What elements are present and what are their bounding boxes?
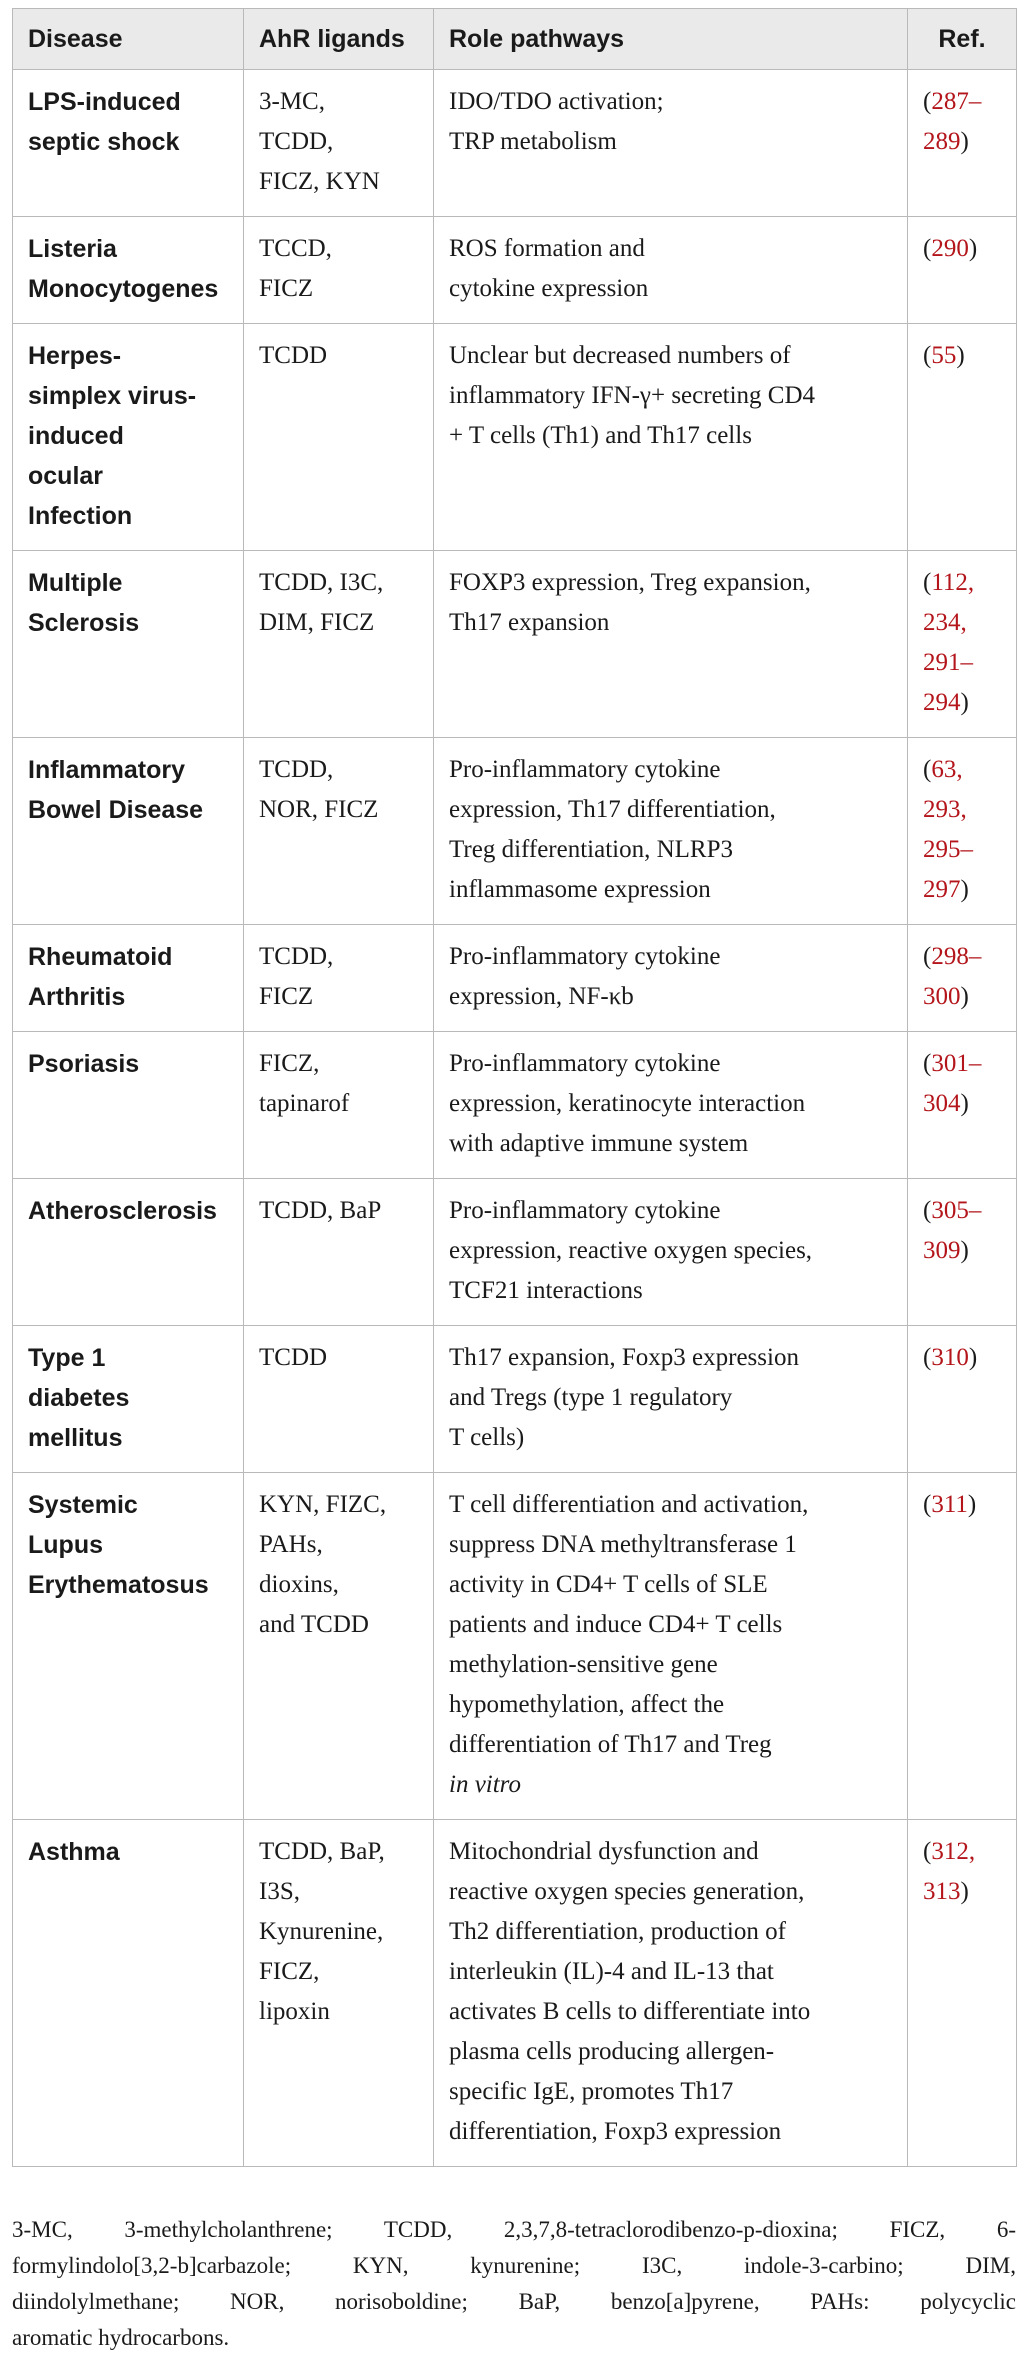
ligand-line: tapinarof xyxy=(259,1090,350,1117)
ligand-line: TCDD xyxy=(259,1344,328,1371)
disease-line: Systemic xyxy=(28,1491,138,1519)
pathway-line: Pro-inflammatory cytokine xyxy=(449,1050,721,1077)
disease-cell xyxy=(13,925,244,1032)
ref-line: 309) xyxy=(923,1237,969,1264)
ligand-line: TCDD xyxy=(259,342,328,369)
disease-line: Herpes- xyxy=(28,342,122,370)
table-row xyxy=(13,1473,1017,1820)
ligand-line: Kynurenine, xyxy=(259,1918,384,1945)
ligand-line: I3S, xyxy=(259,1878,300,1905)
table-row xyxy=(13,217,1017,324)
ref-line: 300) xyxy=(923,983,969,1010)
ref-line: 304) xyxy=(923,1090,969,1117)
pathway-line: activity in CD4+ T cells of SLE xyxy=(449,1571,768,1598)
pathway-line: T cell differentiation and activation, xyxy=(449,1491,809,1518)
footnote-line: aromatic hydrocarbons. xyxy=(12,2325,230,2350)
ligand-line: TCDD, xyxy=(259,756,334,783)
ref-line: (55) xyxy=(923,342,965,369)
pathway-line: expression, NF-κb xyxy=(449,983,634,1010)
ligand-line: TCDD, BaP xyxy=(259,1197,382,1224)
ligands-cell xyxy=(244,925,434,1032)
ligand-line: DIM, FICZ xyxy=(259,609,375,636)
disease-line: Psoriasis xyxy=(28,1050,140,1078)
header-disease: Disease xyxy=(13,9,244,70)
disease-line: LPS-induced xyxy=(28,88,181,116)
disease-cell xyxy=(13,1820,244,2167)
disease-line: Multiple xyxy=(28,569,123,597)
ligand-line: FICZ xyxy=(259,275,314,302)
pathways-cell xyxy=(434,1032,908,1179)
pathway-line: reactive oxygen species generation, xyxy=(449,1878,805,1905)
pathway-line: Pro-inflammatory cytokine xyxy=(449,756,721,783)
table-row xyxy=(13,551,1017,738)
pathway-line: T cells) xyxy=(449,1424,525,1451)
table-row xyxy=(13,1032,1017,1179)
ref-cell xyxy=(908,738,1017,925)
ref-cell xyxy=(908,1473,1017,1820)
ligand-line: FICZ, xyxy=(259,1958,320,1985)
ligand-line: TCDD, xyxy=(259,943,334,970)
disease-cell xyxy=(13,1473,244,1820)
table-row xyxy=(13,1326,1017,1473)
disease-line: simplex virus- xyxy=(28,382,197,410)
ref-line: (311) xyxy=(923,1491,977,1518)
ligands-cell xyxy=(244,217,434,324)
ref-cell xyxy=(908,1820,1017,2167)
disease-line: diabetes xyxy=(28,1384,130,1412)
disease-cell xyxy=(13,551,244,738)
ligands-cell xyxy=(244,551,434,738)
ref-line: (63, xyxy=(923,756,963,783)
pathway-line: expression, reactive oxygen species, xyxy=(449,1237,813,1264)
disease-line: septic shock xyxy=(28,128,180,156)
disease-line: Infection xyxy=(28,502,133,530)
table-row xyxy=(13,1820,1017,2167)
table-body xyxy=(13,70,1017,2167)
ligand-line: TCCD, xyxy=(259,235,332,262)
pathways-cell xyxy=(434,1473,908,1820)
ligand-line: dioxins, xyxy=(259,1571,339,1598)
ligands-cell xyxy=(244,1473,434,1820)
ligand-line: and TCDD xyxy=(259,1611,369,1638)
disease-line: Inflammatory xyxy=(28,756,185,784)
ligands-cell xyxy=(244,738,434,925)
pathway-line: ROS formation and xyxy=(449,235,645,262)
pathway-line: methylation-sensitive gene xyxy=(449,1651,718,1678)
pathway-line: expression, Th17 differentiation, xyxy=(449,796,776,823)
ligand-line: NOR, FICZ xyxy=(259,796,379,823)
disease-cell xyxy=(13,738,244,925)
ref-line: (287– xyxy=(923,88,982,115)
pathway-line: hypomethylation, affect the xyxy=(449,1691,725,1718)
ref-cell xyxy=(908,925,1017,1032)
pathway-line: inflammasome expression xyxy=(449,876,711,903)
disease-line: Type 1 xyxy=(28,1344,106,1372)
disease-line: Monocytogenes xyxy=(28,275,219,303)
ligands-cell xyxy=(244,324,434,551)
ligand-line: TCDD, I3C, xyxy=(259,569,384,596)
ref-cell xyxy=(908,217,1017,324)
pathway-line: TRP metabolism xyxy=(449,128,617,155)
pathway-line: with adaptive immune system xyxy=(449,1130,749,1157)
pathway-line: differentiation of Th17 and Treg xyxy=(449,1731,772,1758)
disease-line: Rheumatoid xyxy=(28,943,173,971)
disease-line: Lupus xyxy=(28,1531,103,1559)
pathways-cell xyxy=(434,70,908,217)
disease-line: Bowel Disease xyxy=(28,796,204,824)
ligand-line: FICZ, KYN xyxy=(259,168,380,195)
pathways-cell xyxy=(434,925,908,1032)
disease-line: ocular xyxy=(28,462,104,490)
pathway-line: FOXP3 expression, Treg expansion, xyxy=(449,569,811,596)
ref-cell xyxy=(908,70,1017,217)
ref-line: (112, xyxy=(923,569,975,596)
ref-line: 294) xyxy=(923,689,969,716)
ligand-line: FICZ xyxy=(259,983,314,1010)
pathways-cell xyxy=(434,1326,908,1473)
pathway-line: IDO/TDO activation; xyxy=(449,88,664,115)
ref-line: 291– xyxy=(923,649,973,676)
ref-line: 297) xyxy=(923,876,969,903)
ref-line: (312, xyxy=(923,1838,976,1865)
ref-cell xyxy=(908,324,1017,551)
disease-cell xyxy=(13,1179,244,1326)
ligand-line: FICZ, xyxy=(259,1050,320,1077)
pathway-line: Treg differentiation, NLRP3 xyxy=(449,836,734,863)
disease-line: Listeria xyxy=(28,235,117,263)
pathway-line: Unclear but decreased numbers of xyxy=(449,342,791,369)
pathway-line: plasma cells producing allergen- xyxy=(449,2038,775,2065)
ref-line: (305– xyxy=(923,1197,982,1224)
table-row xyxy=(13,324,1017,551)
table-row xyxy=(13,70,1017,217)
pathway-line: activates B cells to differentiate into xyxy=(449,1998,811,2025)
footnote-line: 3-MC, 3-methylcholanthrene; TCDD, 2,3,7,8-tetraclorodibenzo-p-dioxina; FICZ, 6- xyxy=(12,2217,1016,2242)
header-row xyxy=(13,9,1017,70)
header-ligands: AhR ligands xyxy=(244,9,434,70)
pathway-line: in vitro xyxy=(449,1771,521,1798)
ref-line: (298– xyxy=(923,943,982,970)
disease-cell xyxy=(13,1032,244,1179)
ligand-line: TCDD, xyxy=(259,128,334,155)
disease-line: mellitus xyxy=(28,1424,123,1452)
pathway-line: Th2 differentiation, production of xyxy=(449,1918,786,1945)
pathway-line: Pro-inflammatory cytokine xyxy=(449,1197,721,1224)
table-row xyxy=(13,1179,1017,1326)
ref-line: 313) xyxy=(923,1878,969,1905)
pathway-line: Th17 expansion xyxy=(449,609,610,636)
pathways-cell xyxy=(434,551,908,738)
pathways-cell xyxy=(434,1820,908,2167)
pathway-line: specific IgE, promotes Th17 xyxy=(449,2078,734,2105)
ref-line: (310) xyxy=(923,1344,978,1371)
ligand-line: TCDD, BaP, xyxy=(259,1838,385,1865)
disease-line: Sclerosis xyxy=(28,609,140,637)
pathway-line: patients and induce CD4+ T cells xyxy=(449,1611,783,1638)
ligands-cell xyxy=(244,1179,434,1326)
pathway-line: interleukin (IL)-4 and IL-13 that xyxy=(449,1958,774,1985)
pathway-line: Mitochondrial dysfunction and xyxy=(449,1838,759,1865)
disease-cell xyxy=(13,324,244,551)
pathway-line: TCF21 interactions xyxy=(449,1277,643,1304)
ref-cell xyxy=(908,1032,1017,1179)
pathway-line: suppress DNA methyltransferase 1 xyxy=(449,1531,797,1558)
pathways-cell xyxy=(434,217,908,324)
ref-cell xyxy=(908,1179,1017,1326)
ref-line: (301– xyxy=(923,1050,982,1077)
table-row xyxy=(13,738,1017,925)
pathways-cell xyxy=(434,738,908,925)
disease-cell xyxy=(13,70,244,217)
disease-cell xyxy=(13,1326,244,1473)
pathway-line: cytokine expression xyxy=(449,275,649,302)
pathway-line: inflammatory IFN-γ+ secreting CD4 xyxy=(449,382,816,409)
ref-line: 234, xyxy=(923,609,967,636)
ligand-line: 3-MC, xyxy=(259,88,325,115)
ahr-disease-table xyxy=(12,8,1017,2167)
ligand-line: PAHs, xyxy=(259,1531,323,1558)
header-pathways: Role pathways xyxy=(434,9,908,70)
ligands-cell xyxy=(244,1326,434,1473)
ligands-cell xyxy=(244,1820,434,2167)
pathway-line: Th17 expansion, Foxp3 expression xyxy=(449,1344,799,1371)
pathway-line: and Tregs (type 1 regulatory xyxy=(449,1384,733,1411)
ref-cell xyxy=(908,1326,1017,1473)
ref-line: 295– xyxy=(923,836,973,863)
disease-cell xyxy=(13,217,244,324)
ref-line: 293, xyxy=(923,796,967,823)
pathway-line: expression, keratinocyte interaction xyxy=(449,1090,806,1117)
ref-cell xyxy=(908,551,1017,738)
ligands-cell xyxy=(244,70,434,217)
header-ref: Ref. xyxy=(908,9,1017,70)
footnote-line: diindolylmethane; NOR, norisoboldine; BaP, benzo[a]pyrene, PAHs: polycyclic xyxy=(12,2289,1016,2314)
ligand-line: KYN, FIZC, xyxy=(259,1491,387,1518)
pathways-cell xyxy=(434,1179,908,1326)
pathway-line: + T cells (Th1) and Th17 cells xyxy=(449,422,752,449)
ref-line: 289) xyxy=(923,128,969,155)
footnote-line: formylindolo[3,2-b]carbazole; KYN, kynurenine; I3C, indole-3-carbino; DIM, xyxy=(12,2253,1016,2278)
disease-line: Arthritis xyxy=(28,983,126,1011)
disease-line: Erythematosus xyxy=(28,1571,209,1599)
disease-line: Atherosclerosis xyxy=(28,1197,217,1225)
table-row xyxy=(13,925,1017,1032)
pathways-cell xyxy=(434,324,908,551)
disease-line: induced xyxy=(28,422,124,450)
pathway-line: differentiation, Foxp3 expression xyxy=(449,2118,782,2145)
table-footnote xyxy=(12,2212,1016,2356)
ref-line: (290) xyxy=(923,235,978,262)
ligands-cell xyxy=(244,1032,434,1179)
ligand-line: lipoxin xyxy=(259,1998,330,2025)
pathway-line: Pro-inflammatory cytokine xyxy=(449,943,721,970)
disease-line: Asthma xyxy=(28,1838,120,1866)
